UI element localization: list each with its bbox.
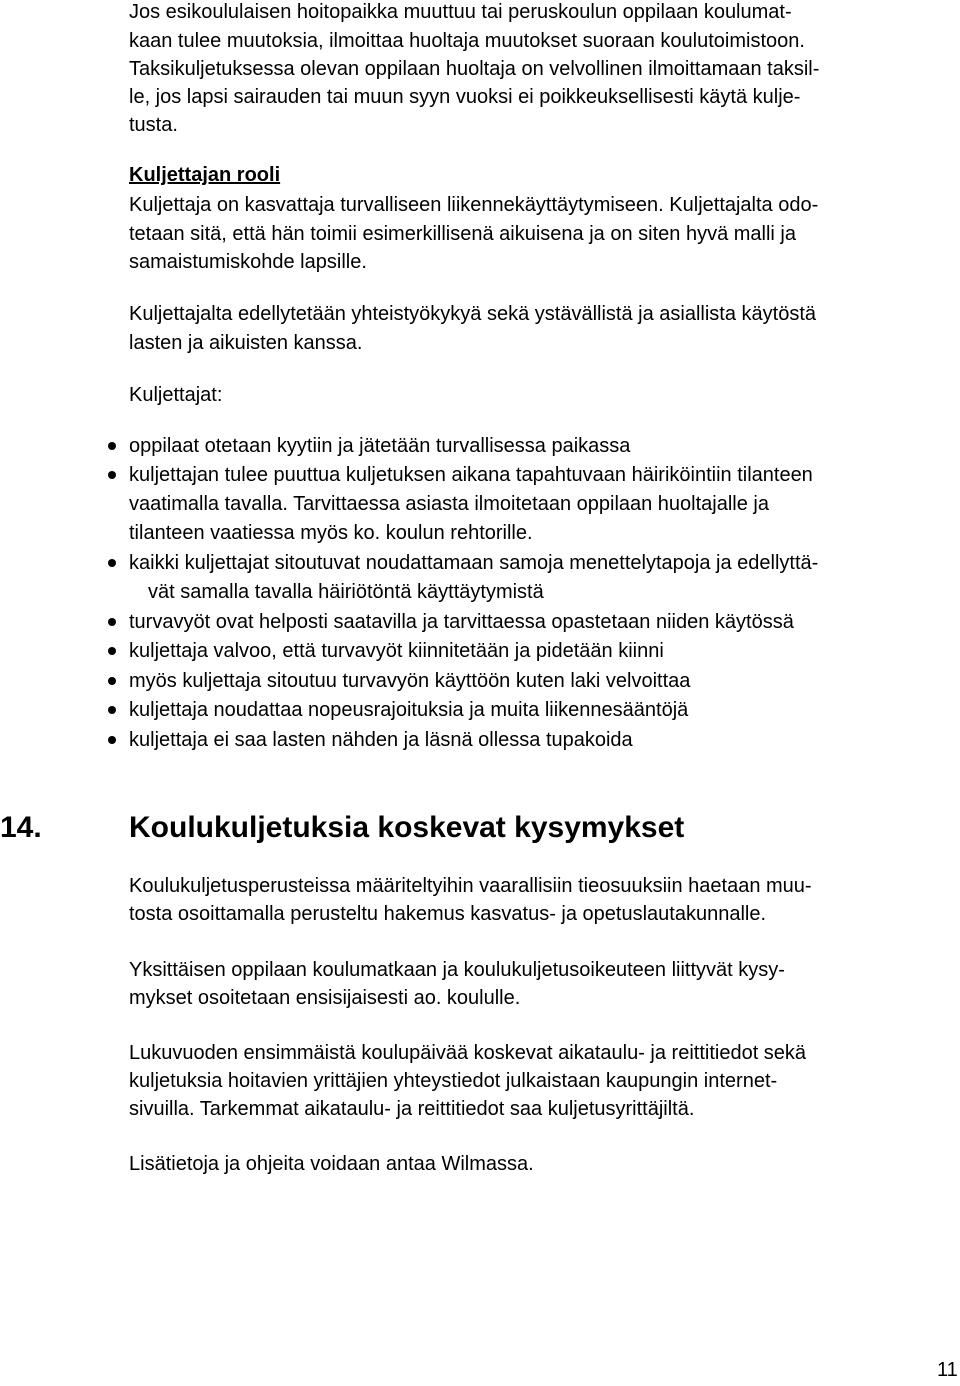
intro-line: Jos esikoululaisen hoitopaikka muuttuu tai peruskoulun oppilaan koulumat-	[129, 1, 792, 23]
paragraph-line: Lisätietoja ja ohjeita voidaan antaa Wilmassa.	[129, 1153, 534, 1175]
section-title: Koulukuljetuksia koskevat kysymykset	[129, 811, 685, 844]
section-subheading: Kuljettajan rooli	[129, 164, 281, 186]
bullet-icon	[108, 736, 116, 744]
paragraph-line: lasten ja aikuisten kanssa.	[129, 332, 363, 354]
section-number: 14.	[0, 811, 42, 844]
intro-line: kaan tulee muutoksia, ilmoittaa huoltaja muutokset suoraan koulutoimistoon.	[129, 30, 805, 52]
paragraph-line: sivuilla. Tarkemmat aikataulu- ja reittitiedot saa kuljetusyrittäjiltä.	[129, 1098, 695, 1120]
bullet-icon	[108, 559, 116, 567]
list-item: kuljettajan tulee puuttua kuljetuksen aikana tapahtuvaan häiriköintiin tilanteen	[129, 464, 813, 486]
bullet-icon	[108, 471, 116, 479]
paragraph-line: Kuljettaja on kasvattaja turvalliseen liikennekäyttäytymiseen. Kuljettajalta odo-	[129, 194, 819, 216]
bullet-icon	[108, 618, 116, 626]
bullet-icon	[108, 706, 116, 714]
paragraph-line: kuljetuksia hoitavien yrittäjien yhteystiedot julkaistaan kaupungin internet-	[129, 1070, 778, 1092]
paragraph-line: Koulukuljetusperusteissa määriteltyihin vaarallisiin tieosuuksiin haetaan muu-	[129, 875, 812, 897]
list-item: turvavyöt ovat helposti saatavilla ja tarvittaessa opastetaan niiden käytössä	[129, 611, 794, 633]
bullet-icon	[108, 677, 116, 685]
list-item: kuljettaja noudattaa nopeusrajoituksia ja muita liikennesääntöjä	[129, 699, 689, 721]
intro-line: Taksikuljetuksessa olevan oppilaan huoltaja on velvollinen ilmoittamaan taksil-	[129, 58, 820, 80]
paragraph-line: Kuljettajalta edellytetään yhteistyökykyä sekä ystävällistä ja asiallista käytöstä	[129, 303, 817, 325]
paragraph-line: Lukuvuoden ensimmäistä koulupäivää koskevat aikataulu- ja reittitiedot sekä	[129, 1042, 807, 1064]
list-item-continuation: vaatimalla tavalla. Tarvittaessa asiasta ilmoitetaan oppilaan huoltajalle ja	[129, 493, 769, 515]
list-item: oppilaat otetaan kyytiin ja jätetään turvallisessa paikassa	[129, 435, 631, 457]
list-item: kaikki kuljettajat sitoutuvat noudattamaan samoja menettelytapoja ja edellyttä-	[129, 552, 819, 574]
list-item: myös kuljettaja sitoutuu turvavyön käyttöön kuten laki velvoittaa	[129, 670, 691, 692]
bullet-icon	[108, 442, 116, 450]
paragraph-line: tetaan sitä, että hän toimii esimerkillisenä aikuisena ja on siten hyvä malli ja	[129, 223, 797, 245]
paragraph-line: Yksittäisen oppilaan koulumatkaan ja koulukuljetusoikeuteen liittyvät kysy-	[129, 959, 785, 981]
list-item-continuation: vät samalla tavalla häiriötöntä käyttäytymistä	[148, 581, 544, 603]
intro-line: tusta.	[129, 114, 178, 136]
bullet-icon	[108, 647, 116, 655]
list-item: kuljettaja valvoo, että turvavyöt kiinnitetään ja pidetään kiinni	[129, 640, 664, 662]
list-item: kuljettaja ei saa lasten nähden ja läsnä ollessa tupakoida	[129, 729, 633, 751]
page-number: 11	[937, 1359, 958, 1381]
list-item-continuation: tilanteen vaatiessa myös ko. koulun rehtorille.	[129, 522, 533, 544]
paragraph-line: tosta osoittamalla perusteltu hakemus kasvatus- ja opetuslautakunnalle.	[129, 903, 767, 925]
paragraph-line: mykset osoitetaan ensisijaisesti ao. koululle.	[129, 987, 521, 1009]
list-intro: Kuljettajat:	[129, 384, 223, 406]
paragraph-line: samaistumiskohde lapsille.	[129, 251, 367, 273]
intro-line: le, jos lapsi sairauden tai muun syyn vuoksi ei poikkeuksellisesti käytä kulje-	[129, 86, 801, 108]
